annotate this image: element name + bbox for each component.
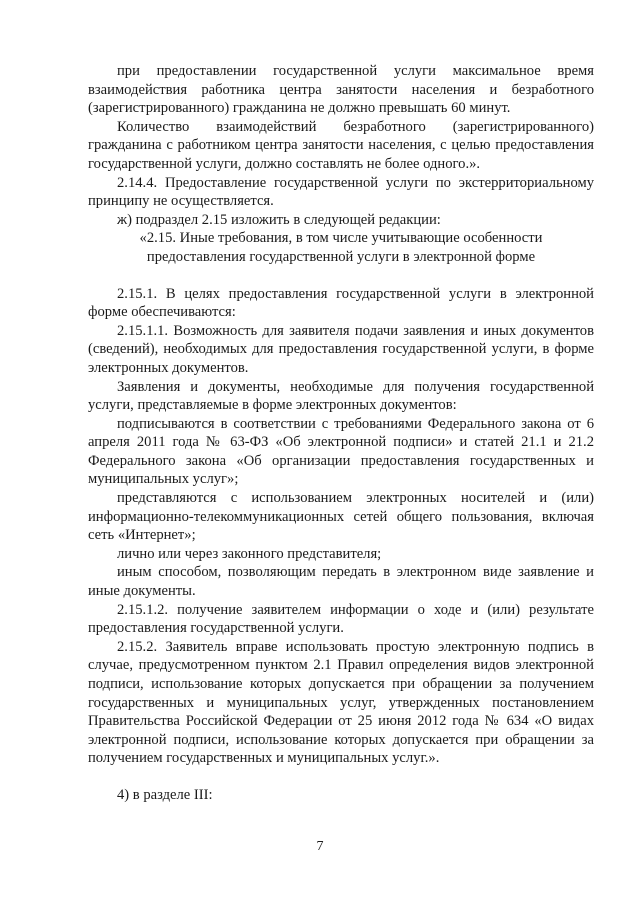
paragraph-section-iii: 4) в разделе III:: [117, 786, 213, 803]
section-heading-line-1: «2.15. Иные требования, в том числе учитывающие особенности: [139, 230, 543, 247]
paragraph-interaction-count: Количество взаимодействий безработного (зарегистрированного) гражданина с работником центра занятости населения, с целью предоставления государственной услуги, должно составлять не более одного.».: [88, 118, 594, 172]
paragraph-signed: подписываются в соответствии с требованиями Федерального закона от 6 апреля 2011 года № 63-ФЗ «Об электронной подписи» и статей 21.1 и 21.2 Федерального закона «Об организации предоставления государственных и муниципальных услуг»;: [88, 415, 594, 488]
paragraph-2-15-2: 2.15.2. Заявитель вправе использовать простую электронную подпись в случае, предусмотренном пунктом 2.1 Правил определения видов электронной подписи, использование которых допускается при обращении за получением государственных и муниципальных услуг, утвержденных постановлением Правительства Российской Федерации от 25 июня 2012 года № 634 «О видах электронной подписи, использование которых допускается при обращении за получением государственных и муниципальных услуг.».: [88, 638, 594, 767]
paragraph-2-14-4: 2.14.4. Предоставление государственной услуги по экстерриториальному принципу не осуществляется.: [88, 174, 594, 210]
paragraph-subsection-zh: ж) подраздел 2.15 изложить в следующей редакции:: [117, 211, 441, 228]
section-heading-line-2: предоставления государственной услуги в электронной форме: [146, 248, 536, 265]
paragraph-submitted: представляются с использованием электронных носителей и (или) информационно-телекоммуникационных сетей общего пользования, включая сеть «Интернет»;: [88, 490, 594, 544]
spacer: [88, 267, 594, 285]
paragraph-2-15-1-1: 2.15.1.1. Возможность для заявителя подачи заявления и иных документов (сведений), необходимых для предоставления государственной услуги, в форме электронных документов.: [88, 322, 594, 376]
paragraph-other-way: иным способом, позволяющим передать в электронном виде заявление и иные документы.: [88, 564, 594, 600]
paragraph-documents-form: Заявления и документы, необходимые для получения государственной услуги, представляемые в форме электронных документов:: [88, 378, 594, 414]
page-number: 7: [316, 839, 324, 854]
paragraph-2-15-1-2: 2.15.1.2. получение заявителем информации о ходе и (или) результате предоставления государственной услуги.: [88, 601, 594, 637]
spacer: [88, 768, 594, 786]
paragraph-interaction-time: при предоставлении государственной услуги максимальное время взаимодействия работника центра занятости населения и безработного (зарегистрированного) гражданина не должно превышать 60 минут.: [88, 63, 594, 117]
paragraph-2-15-1: 2.15.1. В целях предоставления государственной услуги в электронной форме обеспечиваются:: [88, 285, 594, 321]
document-body: [88, 62, 594, 805]
paragraph-in-person: лично или через законного представителя;: [117, 545, 382, 562]
